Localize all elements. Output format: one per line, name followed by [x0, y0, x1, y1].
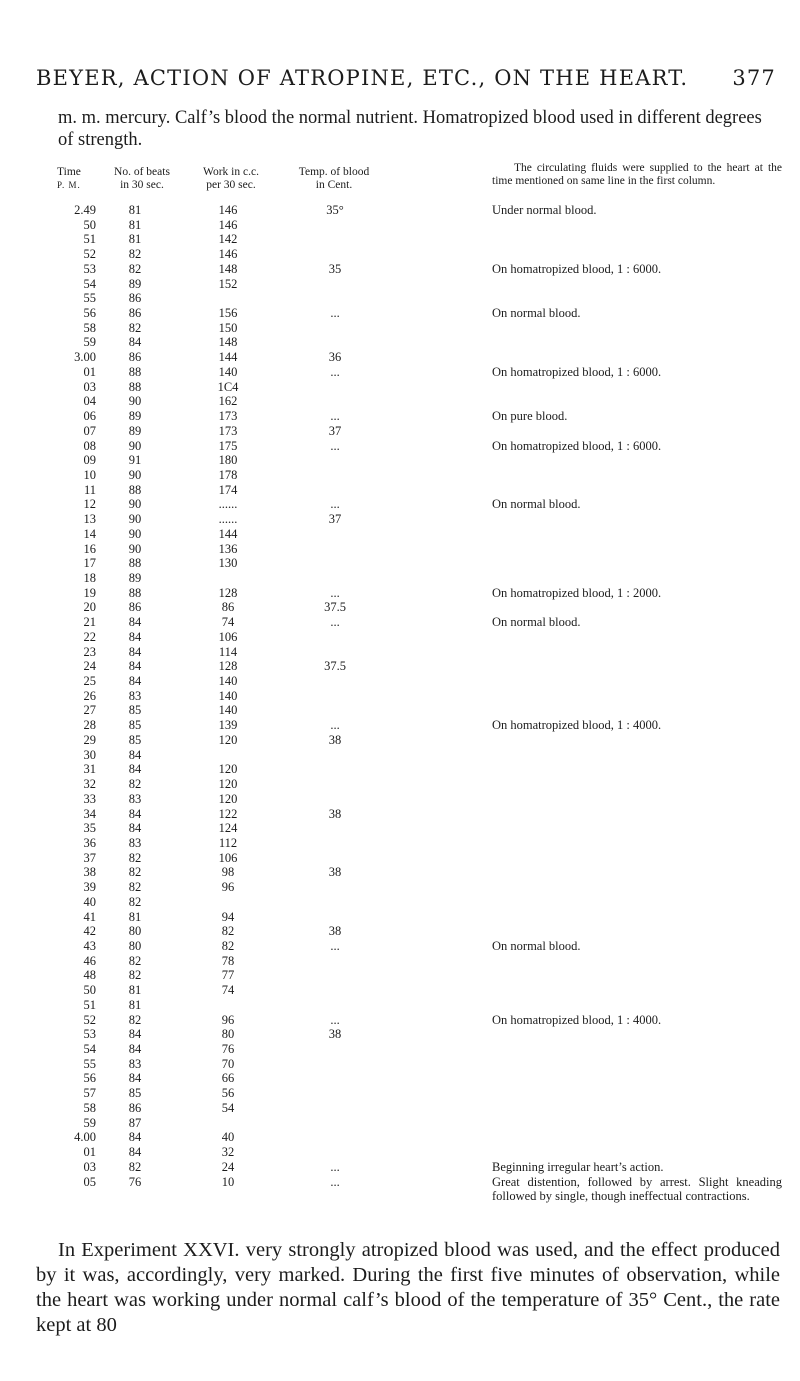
cell-work: 128 [218, 585, 238, 600]
cell-work: 77 [221, 968, 235, 983]
cell-beats: 84 [128, 1027, 142, 1042]
table-row [0, 232, 800, 246]
cell-time: 37 [83, 850, 96, 865]
cell-work: 98 [221, 865, 235, 880]
cell-work: 124 [218, 821, 238, 836]
table-row [0, 821, 800, 835]
cell-time: 03 [83, 1159, 96, 1174]
cell-beats: 88 [128, 379, 142, 394]
cell-time: 22 [83, 629, 96, 644]
cell-time: 13 [83, 512, 96, 527]
table-row [0, 247, 800, 261]
table-row [0, 836, 800, 850]
cell-temperature: 38 [328, 732, 342, 747]
table-row [0, 1101, 800, 1115]
table-row [0, 1027, 800, 1041]
cell-work: 112 [218, 835, 238, 850]
cell-work: ...... [218, 497, 238, 512]
cell-temperature: 37 [328, 423, 342, 438]
body-paragraph: In Experiment XXVI. very strongly atropized blood was used, and the effect produced by it was, accordingly, very marked. During the first five minutes of observation, while the heart was working under normal calf’s blood of the temperature of 35° Cent., the rate kept at 80 [36, 1239, 780, 1336]
table-row [0, 512, 800, 526]
cell-work: 140 [218, 703, 238, 718]
table-row [0, 1130, 800, 1144]
cell-time: 30 [83, 747, 96, 762]
table-row [0, 659, 800, 673]
cell-beats: 90 [128, 467, 142, 482]
cell-work: 106 [218, 629, 238, 644]
cell-temperature: 35° [326, 203, 344, 217]
table-row [0, 998, 800, 1012]
cell-work: 114 [218, 644, 238, 659]
cell-time: 52 [83, 247, 96, 262]
cell-work: 144 [218, 350, 238, 365]
cell-temperature: ... [330, 306, 340, 321]
cell-work: 180 [218, 453, 238, 468]
cell-temperature: ... [330, 1174, 340, 1189]
cell-work: 148 [218, 261, 238, 276]
cell-beats: 84 [128, 762, 142, 777]
cell-temperature: ... [330, 1159, 340, 1174]
table-row [0, 483, 800, 497]
cell-time: 50 [83, 217, 96, 232]
table-row [0, 762, 800, 776]
cell-work: 146 [218, 247, 238, 262]
cell-time: 57 [83, 1086, 96, 1101]
cell-time: 43 [83, 939, 96, 953]
table-row [0, 689, 800, 703]
cell-temperature: 36 [328, 350, 342, 365]
cell-beats: 84 [128, 806, 142, 821]
cell-beats: 87 [128, 1115, 142, 1130]
cell-beats: 83 [128, 835, 142, 850]
cell-work: 142 [218, 232, 238, 247]
cell-temperature: 37.5 [324, 659, 346, 674]
cell-beats: 88 [128, 364, 142, 379]
cell-beats: 90 [128, 526, 142, 541]
cell-beats: 91 [128, 453, 142, 468]
cell-work: 148 [218, 335, 238, 350]
cell-beats: 86 [128, 600, 142, 615]
cell-temperature: 37 [328, 512, 342, 527]
cell-temperature: 37.5 [324, 600, 346, 615]
cell-time: 59 [83, 1115, 96, 1130]
cell-work: 78 [221, 953, 235, 968]
cell-time: 2.49 [74, 203, 96, 217]
cell-beats: 90 [128, 438, 142, 453]
cell-beats: 86 [128, 291, 142, 306]
cell-temperature: ... [330, 615, 340, 630]
cell-time: 09 [83, 453, 96, 468]
table-row [0, 865, 800, 879]
cell-work: 128 [218, 659, 238, 674]
cell-work: 40 [221, 1130, 235, 1145]
cell-time: 53 [83, 1027, 96, 1042]
cell-remark: On homatropized blood, 1 : 6000. [492, 438, 662, 453]
cell-beats: 80 [128, 924, 142, 939]
cell-beats: 81 [128, 217, 142, 232]
cell-time: 32 [83, 777, 96, 792]
cell-time: 46 [83, 953, 96, 968]
cell-time: 27 [83, 703, 96, 718]
cell-time: 31 [83, 762, 96, 777]
table-row [0, 1145, 800, 1159]
cell-temperature: ... [330, 718, 340, 733]
cell-work: 80 [221, 1027, 235, 1042]
cell-work: 162 [218, 394, 238, 409]
cell-time: 26 [83, 688, 96, 703]
cell-remark: On pure blood. [492, 409, 568, 424]
cell-time: 51 [83, 232, 96, 247]
table-row [0, 645, 800, 659]
cell-beats: 84 [128, 1130, 142, 1145]
table-row [0, 571, 800, 585]
cell-time: 41 [83, 909, 96, 924]
cell-work: 140 [218, 688, 238, 703]
table-row [0, 468, 800, 482]
table-row [0, 807, 800, 821]
column-header-temperature: Temp. of blood in Cent. [298, 166, 370, 191]
cell-temperature: ... [330, 585, 340, 600]
cell-time: 53 [83, 261, 96, 276]
cell-beats: 82 [128, 320, 142, 335]
cell-time: 23 [83, 644, 96, 659]
cell-time: 01 [83, 1145, 96, 1160]
cell-work: 122 [218, 806, 238, 821]
table-row [0, 321, 800, 335]
cell-time: 3.00 [74, 350, 96, 365]
cell-time: 36 [83, 835, 96, 850]
cell-beats: 89 [128, 571, 142, 585]
cell-work: ...... [218, 512, 238, 527]
cell-work: 70 [221, 1056, 235, 1071]
cell-work: 140 [218, 364, 238, 379]
cell-beats: 89 [128, 423, 142, 438]
cell-work: 139 [218, 718, 238, 733]
cell-time: 55 [83, 291, 96, 306]
cell-temperature: ... [330, 497, 340, 512]
table-row [0, 968, 800, 982]
cell-temperature: ... [330, 939, 340, 953]
cell-time: 48 [83, 968, 96, 983]
running-title: BEYER, ACTION OF ATROPINE, ETC., ON THE HEART. [36, 66, 689, 90]
cell-work: 86 [221, 600, 235, 615]
cell-work: 173 [218, 423, 238, 438]
table-row [0, 394, 800, 408]
cell-temperature: ... [330, 364, 340, 379]
cell-time: 58 [83, 1100, 96, 1115]
running-header [36, 66, 776, 94]
cell-time: 55 [83, 1056, 96, 1071]
cell-work: 146 [218, 203, 238, 217]
cell-beats: 82 [128, 894, 142, 909]
cell-temperature: ... [330, 438, 340, 453]
cell-beats: 90 [128, 512, 142, 527]
table-row [0, 880, 800, 894]
cell-work: 66 [221, 1071, 235, 1086]
cell-time: 25 [83, 674, 96, 689]
cell-beats: 84 [128, 335, 142, 350]
cell-beats: 84 [128, 644, 142, 659]
table-row [0, 703, 800, 717]
cell-work: 120 [218, 762, 238, 777]
column-header-work: Work in c.c. per 30 sec. [203, 166, 259, 191]
cell-beats: 76 [128, 1174, 142, 1189]
cell-beats: 85 [128, 1086, 142, 1101]
cell-beats: 83 [128, 1056, 142, 1071]
cell-work: 152 [218, 276, 238, 291]
cell-time: 24 [83, 659, 96, 674]
table-row [0, 542, 800, 556]
cell-work: 178 [218, 467, 238, 482]
cell-beats: 86 [128, 350, 142, 365]
cell-time: 10 [83, 467, 96, 482]
cell-temperature: ... [330, 1012, 340, 1027]
cell-work: 96 [221, 880, 235, 895]
table-row [0, 527, 800, 541]
cell-work: 136 [218, 541, 238, 556]
cell-beats: 88 [128, 585, 142, 600]
table-row [0, 777, 800, 791]
cell-time: 51 [83, 997, 96, 1012]
table-row [0, 277, 800, 291]
cell-beats: 82 [128, 247, 142, 262]
cell-beats: 84 [128, 1071, 142, 1086]
cell-time: 07 [83, 423, 96, 438]
cell-time: 11 [83, 482, 96, 497]
cell-time: 19 [83, 585, 96, 600]
cell-time: 18 [83, 571, 96, 585]
cell-remark: Beginning irregular heart’s action. [492, 1159, 664, 1174]
cell-beats: 81 [128, 983, 142, 998]
cell-work: 120 [218, 732, 238, 747]
cell-time: 35 [83, 821, 96, 836]
cell-beats: 82 [128, 261, 142, 276]
cell-time: 56 [83, 1071, 96, 1086]
intro-text: m. m. mercury. Calf’s blood the normal nutrient. Homatropized blood used in different degrees of strength. [58, 108, 762, 150]
table-row [0, 424, 800, 438]
table-row [0, 335, 800, 349]
cell-beats: 90 [128, 497, 142, 512]
cell-time: 34 [83, 806, 96, 821]
table-row [0, 674, 800, 688]
table-row [0, 733, 800, 747]
cell-beats: 82 [128, 777, 142, 792]
table-row [0, 895, 800, 909]
cell-time: 17 [83, 556, 96, 571]
table-row [0, 350, 800, 364]
cell-beats: 84 [128, 1042, 142, 1057]
cell-work: 94 [221, 909, 235, 924]
column-header-time: Time P. M. [57, 166, 81, 190]
cell-beats: 82 [128, 953, 142, 968]
cell-time: 58 [83, 320, 96, 335]
cell-beats: 85 [128, 718, 142, 733]
cell-work: 156 [218, 306, 238, 321]
cell-beats: 88 [128, 482, 142, 497]
cell-beats: 82 [128, 1159, 142, 1174]
cell-beats: 83 [128, 791, 142, 806]
cell-work: 175 [218, 438, 238, 453]
cell-temperature: 38 [328, 1027, 342, 1042]
cell-beats: 83 [128, 688, 142, 703]
table-row [0, 954, 800, 968]
cell-time: 16 [83, 541, 96, 556]
cell-time: 12 [83, 497, 96, 512]
table-row [0, 1057, 800, 1071]
cell-remark: On normal blood. [492, 939, 581, 953]
cell-work: 10 [221, 1174, 235, 1189]
cell-remark: On homatropized blood, 1 : 4000. [492, 1012, 662, 1027]
cell-work: 76 [221, 1042, 235, 1057]
cell-work: 174 [218, 482, 238, 497]
cell-remark: On normal blood. [492, 497, 581, 512]
cell-time: 4.00 [74, 1130, 96, 1145]
table-row [0, 792, 800, 806]
cell-time: 01 [83, 364, 96, 379]
page-number: 377 [732, 66, 776, 90]
cell-temperature: 38 [328, 865, 342, 880]
table-row [0, 600, 800, 614]
cell-work: 24 [221, 1159, 235, 1174]
cell-time: 39 [83, 880, 96, 895]
cell-beats: 80 [128, 939, 142, 953]
cell-beats: 84 [128, 747, 142, 762]
cell-work: 140 [218, 674, 238, 689]
cell-beats: 84 [128, 629, 142, 644]
cell-remark: On homatropized blood, 1 : 6000. [492, 364, 662, 379]
cell-remark: Great distention, followed by arrest. Slight kneading followed by single, though ineffectual contractions. [492, 1174, 782, 1203]
cell-work: 106 [218, 850, 238, 865]
cell-work: 74 [221, 615, 235, 630]
table-row [0, 291, 800, 305]
cell-time: 42 [83, 924, 96, 939]
cell-work: 120 [218, 777, 238, 792]
cell-work: 146 [218, 217, 238, 232]
cell-beats: 81 [128, 909, 142, 924]
table-row [0, 851, 800, 865]
cell-temperature: 35 [328, 261, 342, 276]
cell-time: 08 [83, 438, 96, 453]
cell-beats: 90 [128, 541, 142, 556]
table-row [0, 380, 800, 394]
cell-time: 29 [83, 732, 96, 747]
cell-work: 74 [221, 983, 235, 998]
cell-work: 120 [218, 791, 238, 806]
cell-work: 82 [221, 939, 235, 953]
cell-beats: 82 [128, 865, 142, 880]
cell-beats: 86 [128, 306, 142, 321]
cell-time: 40 [83, 894, 96, 909]
cell-time: 14 [83, 526, 96, 541]
cell-time: 05 [83, 1174, 96, 1189]
cell-beats: 90 [128, 394, 142, 409]
cell-work: 32 [221, 1145, 235, 1160]
cell-beats: 82 [128, 850, 142, 865]
cell-beats: 81 [128, 232, 142, 247]
cell-time: 28 [83, 718, 96, 733]
column-header-note: The circulating fluids were supplied to the heart at the time mentioned on same line in the first column. [492, 162, 782, 187]
cell-temperature: 38 [328, 806, 342, 821]
cell-beats: 85 [128, 703, 142, 718]
cell-remark: On homatropized blood, 1 : 2000. [492, 585, 662, 600]
cell-beats: 85 [128, 732, 142, 747]
cell-time: 56 [83, 306, 96, 321]
cell-time: 54 [83, 1042, 96, 1057]
cell-remark: On normal blood. [492, 306, 581, 321]
cell-time: 33 [83, 791, 96, 806]
table-row [0, 748, 800, 762]
cell-temperature: ... [330, 409, 340, 424]
cell-work: 54 [221, 1100, 235, 1115]
cell-beats: 84 [128, 615, 142, 630]
table-row [0, 630, 800, 644]
table-row [0, 556, 800, 570]
cell-time: 06 [83, 409, 96, 424]
cell-beats: 86 [128, 1100, 142, 1115]
column-header-beats: No. of beats in 30 sec. [114, 166, 170, 191]
cell-time: 21 [83, 615, 96, 630]
cell-time: 54 [83, 276, 96, 291]
cell-time: 04 [83, 394, 96, 409]
cell-beats: 82 [128, 880, 142, 895]
cell-work: 1C4 [217, 379, 239, 394]
cell-work: 144 [218, 526, 238, 541]
cell-time: 52 [83, 1012, 96, 1027]
cell-remark: On homatropized blood, 1 : 6000. [492, 261, 662, 276]
cell-temperature: 38 [328, 924, 342, 939]
cell-beats: 84 [128, 821, 142, 836]
table-row [0, 1042, 800, 1056]
cell-work: 150 [218, 320, 238, 335]
table-row [0, 983, 800, 997]
cell-work: 56 [221, 1086, 235, 1101]
cell-remark: Under normal blood. [492, 203, 597, 217]
cell-beats: 84 [128, 1145, 142, 1160]
table-row [0, 1116, 800, 1130]
cell-work: 96 [221, 1012, 235, 1027]
table-row [0, 218, 800, 232]
cell-time: 20 [83, 600, 96, 615]
cell-remark: On homatropized blood, 1 : 4000. [492, 718, 662, 733]
cell-work: 173 [218, 409, 238, 424]
cell-time: 38 [83, 865, 96, 880]
cell-time: 50 [83, 983, 96, 998]
cell-beats: 89 [128, 276, 142, 291]
cell-beats: 88 [128, 556, 142, 571]
cell-beats: 81 [128, 997, 142, 1012]
cell-beats: 84 [128, 659, 142, 674]
table-row [0, 910, 800, 924]
table-row [0, 1071, 800, 1085]
cell-work: 130 [218, 556, 238, 571]
cell-beats: 89 [128, 409, 142, 424]
cell-time: 03 [83, 379, 96, 394]
cell-time: 59 [83, 335, 96, 350]
cell-beats: 82 [128, 1012, 142, 1027]
cell-work: 82 [221, 924, 235, 939]
table-row [0, 453, 800, 467]
cell-beats: 81 [128, 203, 142, 217]
cell-remark: On normal blood. [492, 615, 581, 630]
table-row [0, 924, 800, 938]
table-row [0, 1086, 800, 1100]
cell-beats: 84 [128, 674, 142, 689]
cell-beats: 82 [128, 968, 142, 983]
